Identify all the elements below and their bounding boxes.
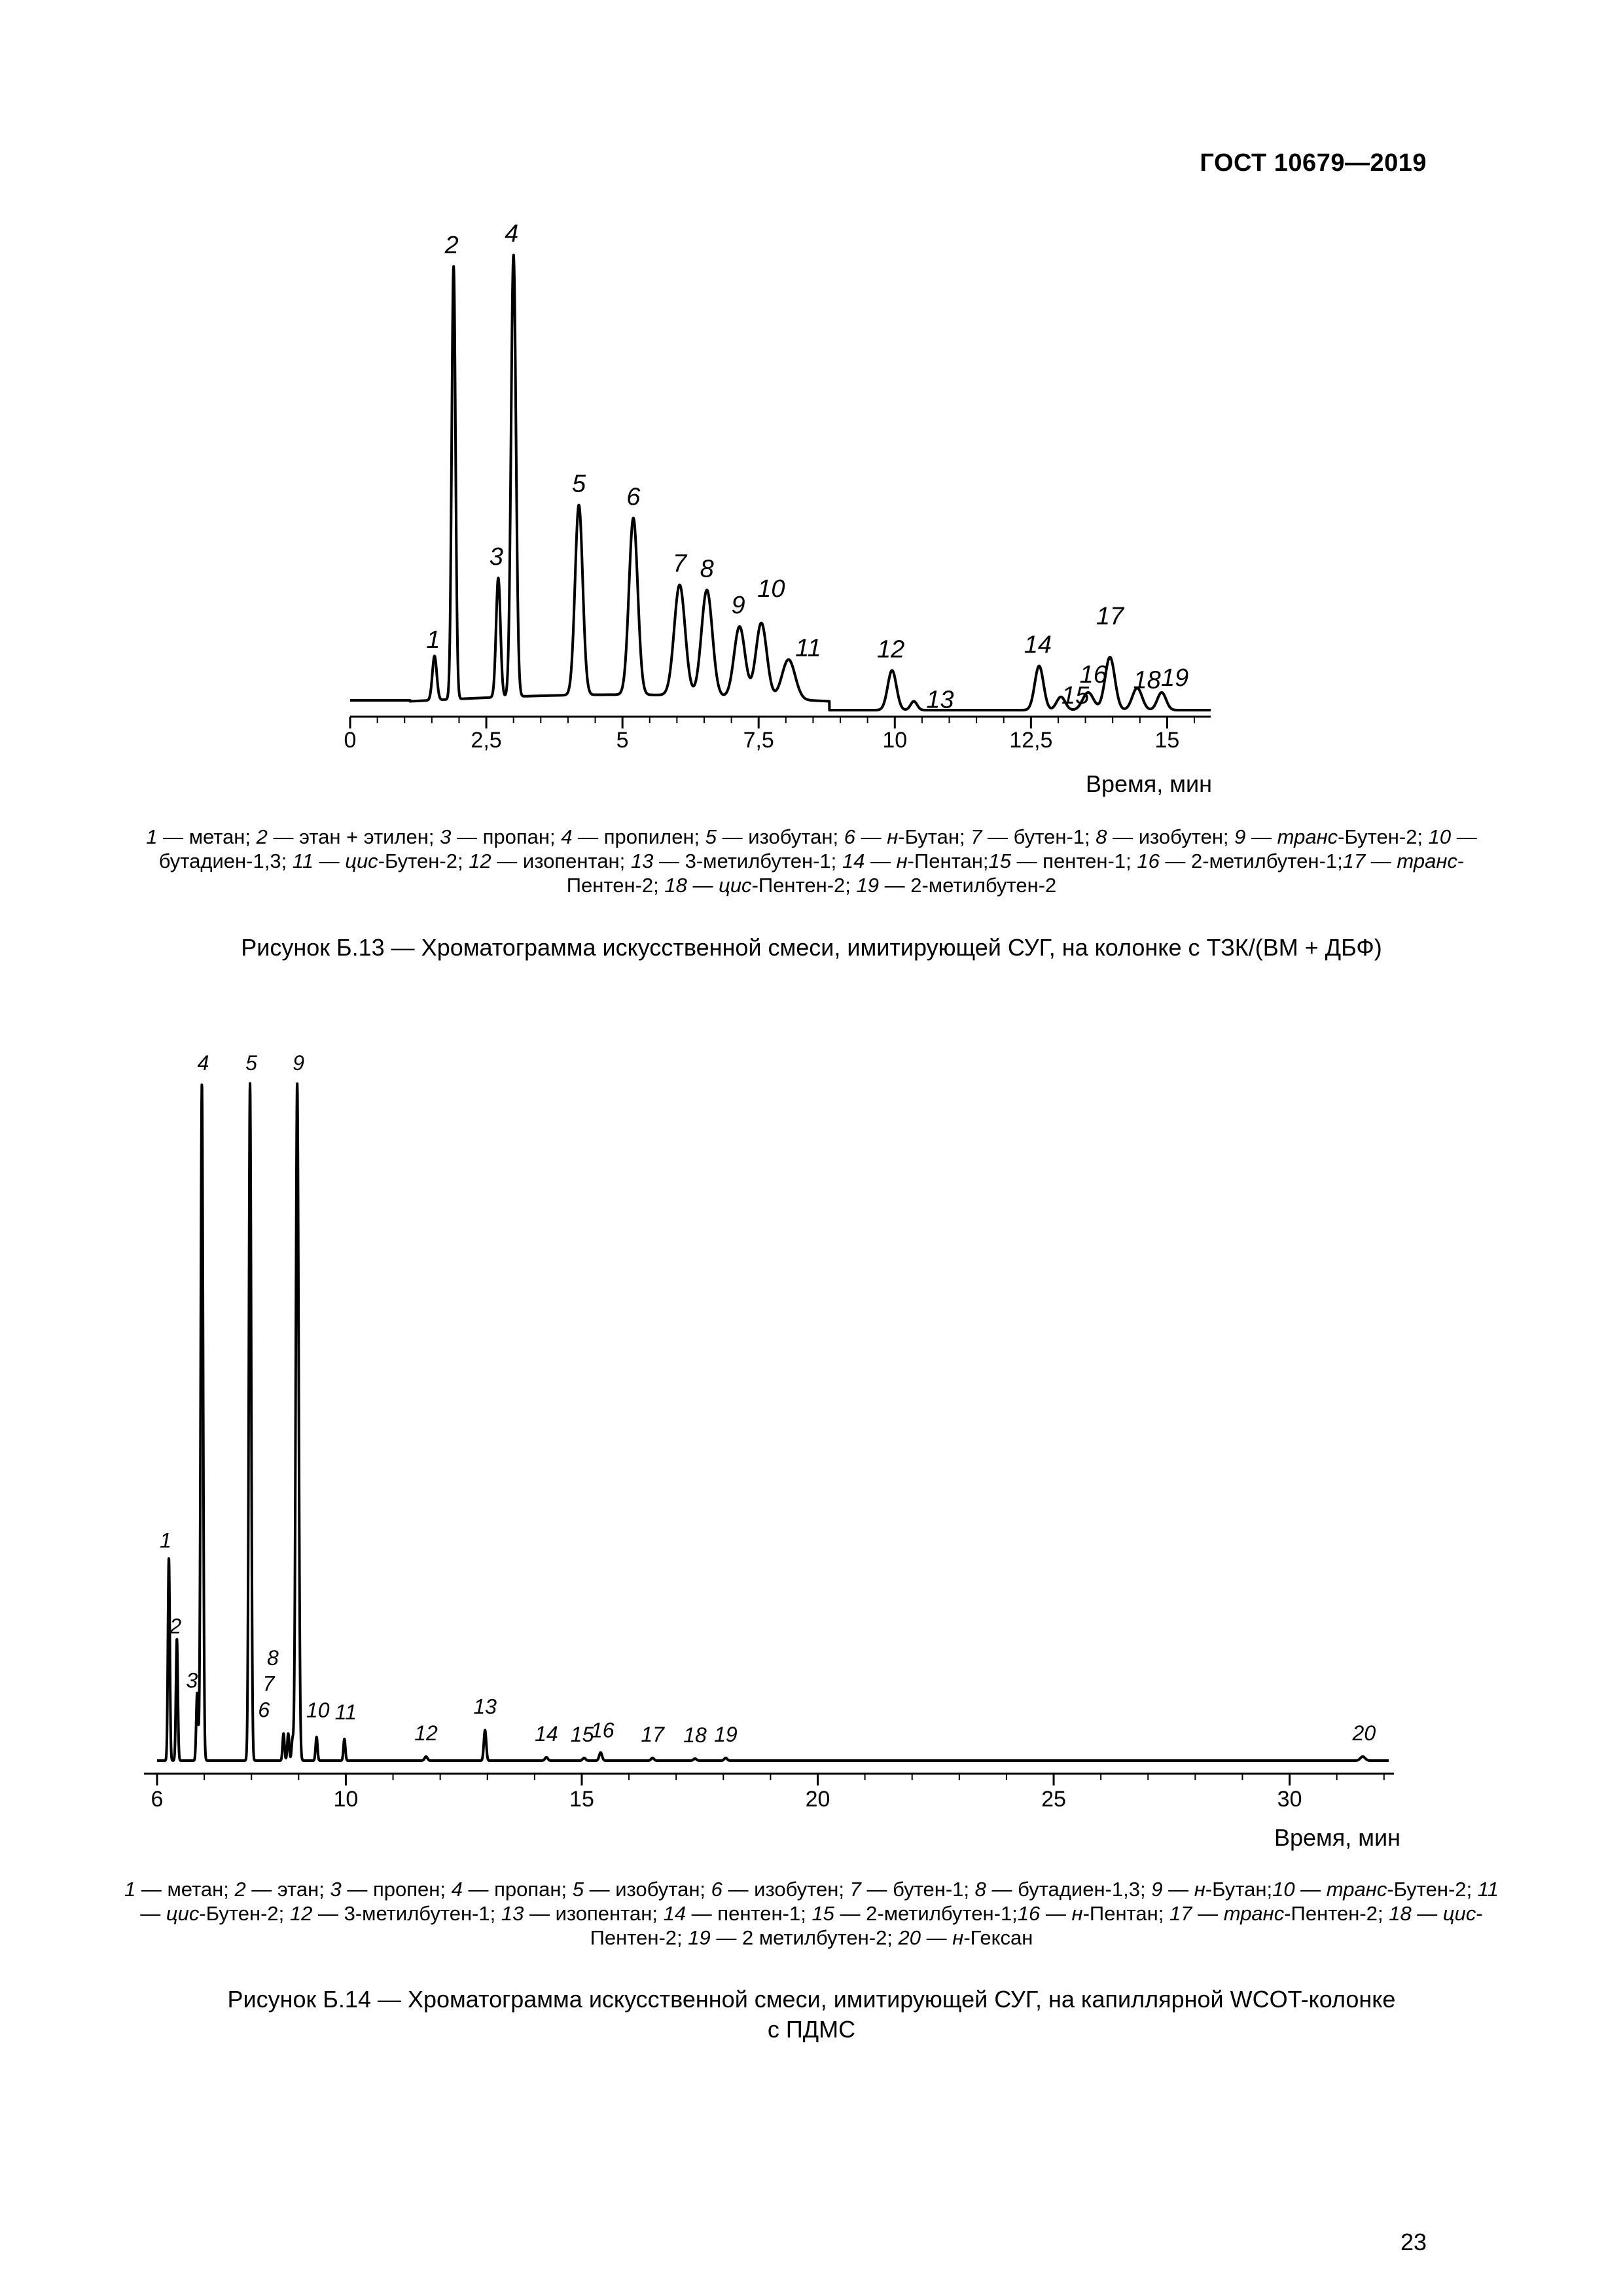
chromatogram-figure-14 <box>0 1034 1623 1859</box>
legend-entry-text-rest: -Пентен-2; <box>751 874 857 897</box>
legend-entry-number: 11 <box>1477 1878 1499 1901</box>
legend-entry-number: 9 <box>1151 1878 1163 1901</box>
x-tick-label: 2,5 <box>471 728 502 753</box>
legend-entry-text: — бутадиен-1,3; <box>986 1878 1152 1901</box>
legend-entry-number: 14 <box>663 1902 687 1925</box>
legend-entry-number: 6 <box>711 1878 722 1901</box>
legend-entry-number: 18 <box>1389 1902 1412 1925</box>
x-tick-label: 10 <box>333 1787 359 1812</box>
peak-label-3: 3 <box>186 1668 198 1693</box>
peak-label-7: 7 <box>672 550 687 578</box>
legend-entry-text: — бутен-1; <box>982 825 1096 848</box>
peak-label-3: 3 <box>489 543 503 571</box>
peak-label-20: 20 <box>1352 1721 1376 1745</box>
peak-label-12: 12 <box>876 636 905 664</box>
peak-label-4: 4 <box>505 220 519 248</box>
legend-entry-text: — пропен; <box>341 1878 452 1901</box>
legend-entry-number: 17 <box>1342 850 1366 872</box>
peak-label-4: 4 <box>197 1051 209 1075</box>
legend-entry-text-rest: -Пентен-2; <box>566 850 1465 897</box>
x-tick-label: 12,5 <box>1009 728 1053 753</box>
legend-figure-13 <box>115 825 1508 897</box>
chromatogram-trace <box>350 255 1211 710</box>
legend-entry-text: — <box>1040 1902 1072 1925</box>
caption-figure-13: Рисунок Б.13 — Хроматограмма искусственной смеси, имитирующей СУГ, на колонке с ТЗК/(ВМ + ДБФ) <box>241 934 1382 961</box>
legend-entry-text: — <box>921 1926 953 1949</box>
legend-entry-number: 10 <box>1272 1878 1295 1901</box>
legend-entry-text-rest: -Бутен-2; <box>199 1902 290 1925</box>
legend-entry-number: 6 <box>844 825 855 848</box>
chromatogram-trace <box>157 1083 1389 1761</box>
legend-entry-number: 3 <box>440 825 452 848</box>
legend-entry-number: 12 <box>289 1902 313 1925</box>
legend-entry-text-rest: -Пентен-2; <box>590 1902 1483 1949</box>
legend-entry-number: 7 <box>971 825 982 848</box>
legend-entry-text: — <box>140 1902 166 1925</box>
legend-entry-number: 19 <box>688 1926 711 1949</box>
legend-entry-text: — 2 метилбутен-2; <box>710 1926 899 1949</box>
legend-entry-text: — <box>1411 1902 1443 1925</box>
legend-entry-number: 5 <box>705 825 717 848</box>
legend-entry-text: — <box>865 850 897 872</box>
legend-entry-italic-prefix: транс <box>1326 1878 1387 1901</box>
legend-entry-text: — 2-метилбутен-2 <box>879 874 1057 897</box>
legend-entry-number: 13 <box>630 850 654 872</box>
legend-entry-text-rest: -Пентен-2; <box>1284 1902 1389 1925</box>
peak-label-14: 14 <box>535 1721 558 1746</box>
legend-entry-text-rest: -Бутан; <box>898 825 971 848</box>
legend-entry-number: 17 <box>1169 1902 1192 1925</box>
legend-entry-number: 2 <box>256 825 268 848</box>
legend-entry-number: 15 <box>812 1902 834 1925</box>
legend-entry-number: 20 <box>898 1926 921 1949</box>
legend-entry-text: — 2-метилбутен-1; <box>834 1902 1018 1925</box>
legend-entry-number: 5 <box>572 1878 584 1901</box>
legend-entry-number: 9 <box>1234 825 1246 848</box>
legend-entry-text: — 3-метилбутен-1; <box>312 1902 501 1925</box>
peak-label-9: 9 <box>293 1051 305 1075</box>
legend-entry-text: — 3-метилбутен-1; <box>653 850 842 872</box>
legend-entry-text: — изопентан; <box>491 850 631 872</box>
peak-label-9: 9 <box>731 592 745 620</box>
x-axis-title: Время, мин <box>1274 1824 1400 1851</box>
legend-entry-italic-prefix: н <box>896 850 908 872</box>
peak-label-17: 17 <box>1096 603 1124 630</box>
peak-label-7: 7 <box>262 1672 275 1696</box>
legend-entry-text: — изобутен; <box>722 1878 850 1901</box>
peak-label-12: 12 <box>414 1721 438 1745</box>
legend-entry-text: — изопентан; <box>524 1902 664 1925</box>
legend-entry-number: 19 <box>856 874 880 897</box>
document-id: ГОСТ 10679—2019 <box>1200 149 1427 177</box>
peak-label-16: 16 <box>1079 661 1107 689</box>
legend-entry-text-rest: -Гексан <box>963 1926 1033 1949</box>
legend-entry-number: 14 <box>842 850 865 872</box>
legend-entry-number: 4 <box>451 1878 463 1901</box>
legend-entry-italic-prefix: цис <box>719 874 752 897</box>
peak-label-1: 1 <box>426 626 440 655</box>
legend-entry-text: — <box>1192 1902 1224 1925</box>
legend-entry-text: — изобутан; <box>584 1878 711 1901</box>
peak-label-18: 18 <box>683 1723 707 1747</box>
legend-entry-text-rest: -Бутен-2; <box>378 850 469 872</box>
legend-entry-text: — <box>855 825 887 848</box>
legend-entry-text: — <box>1245 825 1277 848</box>
legend-entry-number: 18 <box>664 874 687 897</box>
legend-entry-text: — бутадиен-1,3; <box>158 825 1477 872</box>
peak-label-16: 16 <box>591 1718 615 1742</box>
legend-entry-number: 8 <box>974 1878 986 1901</box>
legend-entry-italic-prefix: н <box>887 825 899 848</box>
legend-entry-italic-prefix: цис <box>345 850 378 872</box>
legend-entry-italic-prefix: транс <box>1223 1902 1285 1925</box>
legend-figure-14 <box>115 1877 1508 1950</box>
peak-label-6: 6 <box>626 483 641 511</box>
legend-entry-text: — <box>1294 1878 1327 1901</box>
legend-entry-italic-prefix: транс <box>1397 850 1457 872</box>
legend-entry-italic-prefix: н <box>1194 1878 1205 1901</box>
peak-label-15: 15 <box>570 1722 594 1746</box>
caption-figure-14-line-2: с ПДМС <box>767 2016 856 2043</box>
legend-entry-text-rest: -Бутан; <box>1205 1878 1273 1901</box>
legend-entry-text: — изобутан; <box>717 825 844 848</box>
legend-entry-text-rest: -Бутен-2; <box>1387 1878 1478 1901</box>
legend-entry-number: 8 <box>1096 825 1107 848</box>
x-tick-label: 15 <box>569 1787 594 1812</box>
page-number: 23 <box>1400 2229 1427 2255</box>
legend-entry-text: — этан; <box>245 1878 330 1901</box>
legend-entry-text: — метан; <box>135 1878 235 1901</box>
x-tick-label: 15 <box>1154 728 1180 753</box>
legend-entry-text-rest: -Пентан; <box>1082 1902 1169 1925</box>
legend-entry-text: — этан + этилен; <box>267 825 440 848</box>
peak-label-15: 15 <box>1061 681 1090 709</box>
x-axis-title: Время, мин <box>1085 770 1212 797</box>
peak-label-13: 13 <box>926 686 954 714</box>
caption-figure-14-line-1: Рисунок Б.14 — Хроматограмма искусственной смеси, имитирующей СУГ, на капиллярной WCOT-колонке <box>227 1986 1396 2013</box>
peak-label-5: 5 <box>245 1051 257 1075</box>
legend-entry-text: — метан; <box>157 825 257 848</box>
legend-entry-text: — <box>1365 850 1397 872</box>
legend-entry-number: 1 <box>124 1878 136 1901</box>
peak-label-18: 18 <box>1133 666 1161 694</box>
x-tick-label: 20 <box>805 1787 830 1812</box>
legend-entry-text: — <box>687 874 719 897</box>
legend-entry-text: — пропан; <box>451 825 562 848</box>
legend-entry-text: — пропилен; <box>572 825 705 848</box>
x-tick-label: 5 <box>616 728 629 753</box>
x-tick-label: 25 <box>1041 1787 1066 1812</box>
x-tick-label: 6 <box>151 1787 164 1812</box>
legend-entry-italic-prefix: транс <box>1277 825 1338 848</box>
legend-entry-text: — <box>1162 1878 1194 1901</box>
chromatogram-figure-13 <box>0 216 1623 805</box>
peak-label-1: 1 <box>160 1528 171 1552</box>
peak-label-19: 19 <box>1160 664 1189 692</box>
x-tick-label: 0 <box>344 728 357 753</box>
legend-entry-text-rest: -Пентан; <box>907 850 989 872</box>
legend-entry-number: 2 <box>234 1878 246 1901</box>
legend-entry-number: 10 <box>1428 825 1452 848</box>
peak-label-14: 14 <box>1024 631 1052 659</box>
legend-entry-italic-prefix: цис <box>166 1902 200 1925</box>
peak-label-6: 6 <box>258 1698 270 1722</box>
legend-entry-text: — 2-метилбутен-1; <box>1159 850 1343 872</box>
peak-label-10: 10 <box>757 575 785 603</box>
peak-label-13: 13 <box>473 1695 497 1719</box>
peak-label-2: 2 <box>444 231 459 259</box>
legend-entry-number: 16 <box>1017 1902 1041 1925</box>
legend-entry-text: — пропан; <box>462 1878 573 1901</box>
legend-entry-number: 12 <box>469 850 491 872</box>
legend-entry-text-rest: -Бутен-2; <box>1338 825 1429 848</box>
legend-entry-number: 11 <box>292 850 313 872</box>
peak-label-11: 11 <box>795 634 821 662</box>
legend-entry-text: — бутен-1; <box>861 1878 975 1901</box>
peak-label-17: 17 <box>641 1722 664 1746</box>
x-tick-label: 30 <box>1277 1787 1302 1812</box>
legend-entry-text: — <box>313 850 346 872</box>
caption-figure-14 <box>131 1984 1492 2045</box>
legend-entry-italic-prefix: цис <box>1442 1902 1476 1925</box>
peak-label-8: 8 <box>267 1645 279 1670</box>
legend-entry-number: 1 <box>146 825 158 848</box>
peak-label-5: 5 <box>571 470 586 498</box>
legend-entry-text: — пентен-1; <box>1010 850 1137 872</box>
peak-label-8: 8 <box>700 555 714 583</box>
legend-entry-italic-prefix: н <box>952 1926 964 1949</box>
legend-entry-number: 3 <box>330 1878 342 1901</box>
peak-label-19: 19 <box>714 1722 738 1746</box>
x-tick-label: 7,5 <box>743 728 774 753</box>
legend-entry-number: 4 <box>561 825 573 848</box>
legend-entry-number: 15 <box>988 850 1011 872</box>
peak-label-10: 10 <box>306 1698 330 1722</box>
legend-entry-text: — пентен-1; <box>686 1902 812 1925</box>
legend-entry-number: 16 <box>1137 850 1160 872</box>
legend-entry-number: 13 <box>501 1902 524 1925</box>
legend-entry-text: — изобутен; <box>1107 825 1235 848</box>
x-tick-label: 10 <box>882 728 908 753</box>
legend-entry-italic-prefix: н <box>1071 1902 1083 1925</box>
peak-label-2: 2 <box>169 1614 182 1638</box>
peak-label-11: 11 <box>334 1700 357 1724</box>
legend-entry-number: 7 <box>849 1878 861 1901</box>
